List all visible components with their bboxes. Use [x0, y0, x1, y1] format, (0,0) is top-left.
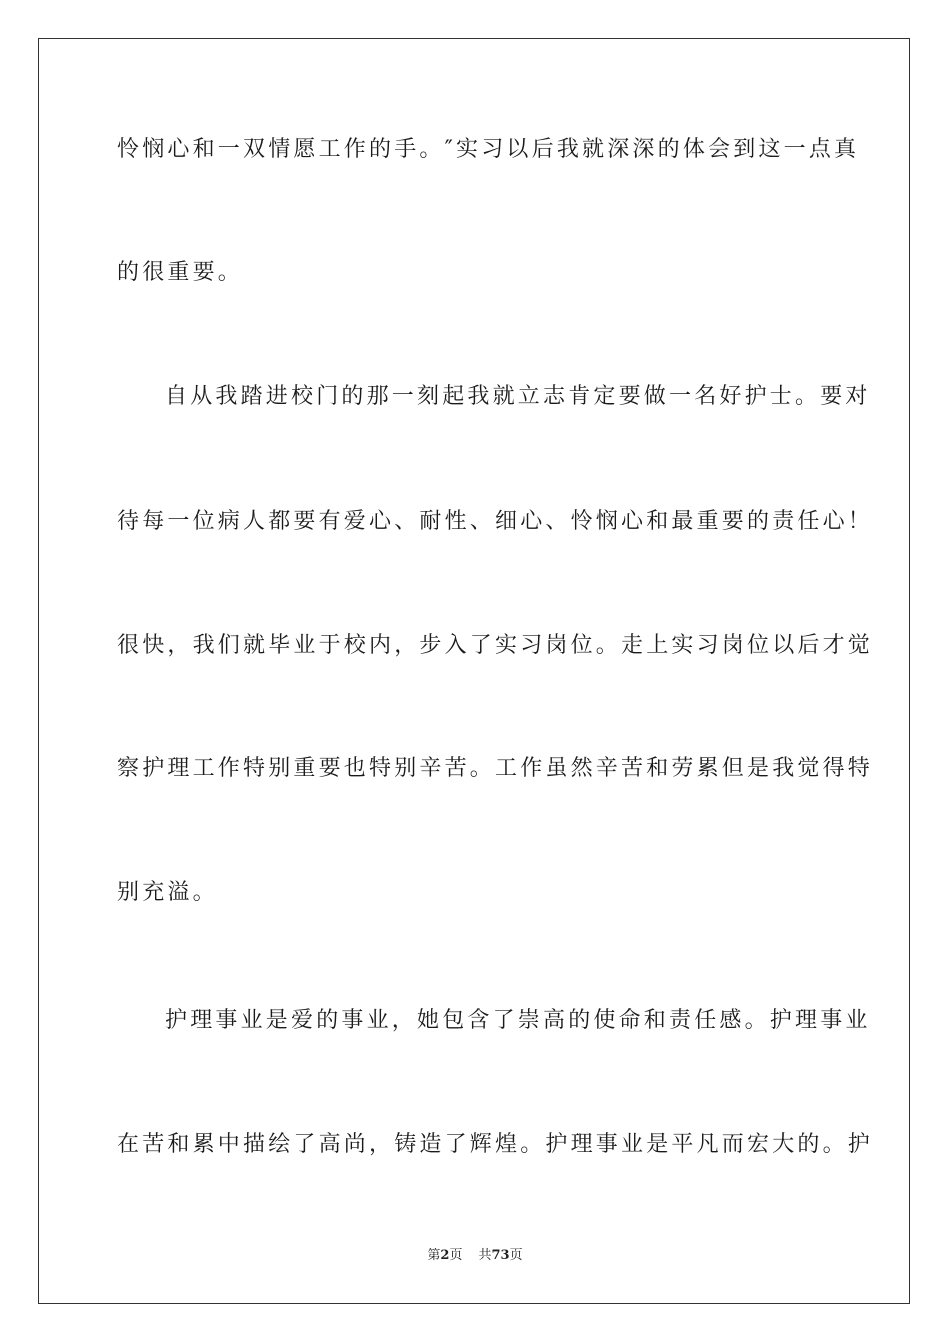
- text-line: 待每一位病人都要有爱心、耐性、细心、怜悯心和最重要的责任心！: [117, 509, 874, 534]
- page-prefix: 第: [427, 1248, 441, 1263]
- paragraph-start-line: 自从我踏进校门的那一刻起我就立志肯定要做一名好护士。要对: [165, 384, 871, 409]
- page-border: [38, 38, 910, 1304]
- text-line: 的很重要。: [117, 260, 244, 285]
- page-footer: [0, 1247, 950, 1265]
- text-line: 很快，我们就毕业于校内，步入了实习岗位。走上实习岗位以后才觉: [117, 633, 874, 658]
- page-suffix: 页: [449, 1248, 463, 1263]
- text-line: 别充溢。: [117, 880, 218, 905]
- page-number: 2: [440, 1248, 450, 1263]
- total-suffix: 页: [509, 1248, 523, 1263]
- paragraph-start-line: 护理事业是爱的事业，她包含了崇高的使命和责任感。护理事业: [165, 1008, 871, 1033]
- total-prefix: 共: [478, 1248, 492, 1263]
- text-line: 怜悯心和一双情愿工作的手。″实习以后我就深深的体会到这一点真: [117, 137, 860, 162]
- total-pages: 73: [491, 1248, 510, 1263]
- text-line: 在苦和累中描绘了高尚，铸造了辉煌。护理事业是平凡而宏大的。护: [117, 1132, 874, 1157]
- text-line: 察护理工作特别重要也特别辛苦。工作虽然辛苦和劳累但是我觉得特: [117, 756, 874, 781]
